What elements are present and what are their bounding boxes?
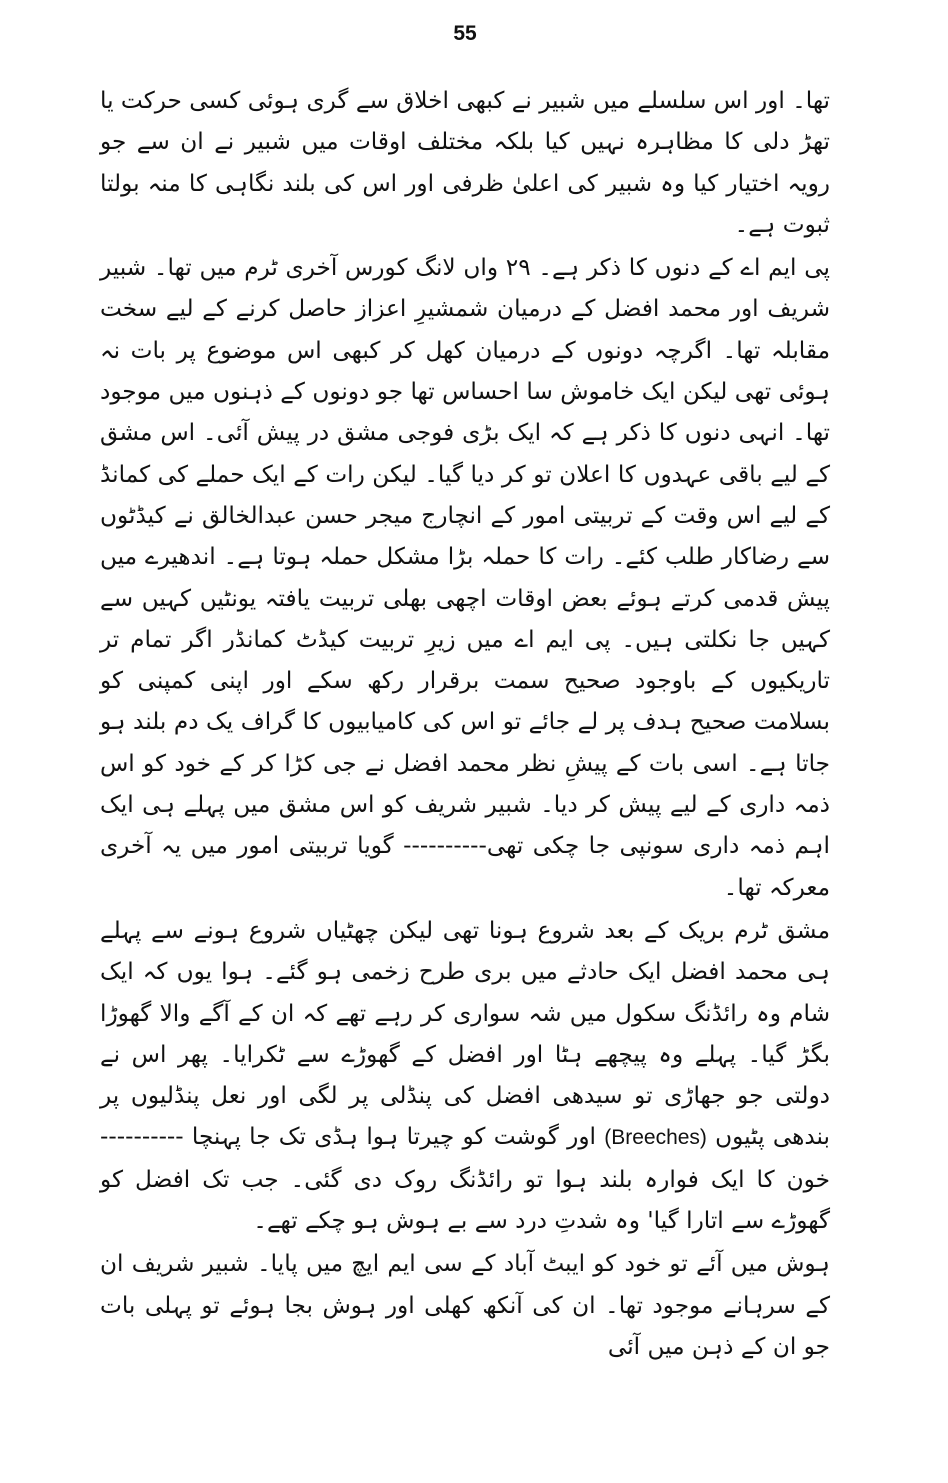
body-text	[100, 80, 830, 1367]
paragraph-1: تھا۔ اور اس سلسلے میں شبیر نے کبھی اخلاق سے گری ہوئی کسی حرکت یا تھڑ دلی کا مظاہرہ نہیں کیا بلکہ مختلف اوقات میں شبیر نے ان سے جو رویہ اختیار کیا وہ شبیر کی اعلیٰ ظرفی اور اس کی بلند نگاہی کا منہ بولتا ثبوت ہے۔	[100, 87, 830, 238]
paragraph-3-text-before: مشق ٹرم بریک کے بعد شروع ہونا تھی لیکن چھٹیاں شروع ہونے سے پہلے ہی محمد افضل ایک حادثے میں بری طرح زخمی ہو گئے۔ ہوا یوں کہ ایک شام وہ رائڈنگ سکول میں شہ سواری کر رہے تھے کہ ان کے آگے والا گھوڑا بگڑ گیا۔ پہلے وہ پیچھے ہٹا اور افضل کے گھوڑے سے ٹکرایا۔ پھر اس نے دولتی جو جھاڑی تو سیدھی افضل کی پنڈلی پر لگی اور نعل پنڈلیوں پر بندھی پٹیوں	[100, 916, 831, 1151]
paragraph-4: ہوش میں آئے تو خود کو ایبٹ آباد کے سی ایم ایچ میں پایا۔ شبیر شریف ان کے سرہانے موجود تھا۔ ان کی آنکھ کھلی اور ہوش بجا ہوئے تو پہلی بات جو ان کے ذہن میں آئی	[100, 1250, 830, 1360]
breeches-english-term: (Breeches)	[604, 1126, 707, 1150]
paragraph-3	[100, 910, 830, 1241]
paragraph-3-text-after: اور گوشت کو چیرتا ہوا ہڈی تک جا پہنچا ---------- خون کا ایک فوارہ بلند ہوا تو رائڈنگ روک دی گئی۔ جب تک افضل کو گھوڑے سے اتارا گیا' وہ شدتِ درد سے بے ہوش ہو چکے تھے۔	[100, 1123, 830, 1235]
page-number: 55	[453, 22, 477, 45]
paragraph-2: پی ایم اے کے دنوں کا ذکر ہے۔ ۲۹ واں لانگ کورس آخری ٹرم میں تھا۔ شبیر شریف اور محمد افضل کے درمیان شمشیرِ اعزاز حاصل کرنے کے لیے سخت مقابلہ تھا۔ اگرچہ دونوں کے درمیان کھل کر کبھی اس موضوع پر بات نہ ہوئی تھی لیکن ایک خاموش سا احساس تھا جو دونوں کے ذہنوں میں موجود تھا۔ انہی دنوں کا ذکر ہے کہ ایک بڑی فوجی مشق در پیش آئی۔ اس مشق کے لیے باقی عہدوں کا اعلان تو کر دیا گیا۔ لیکن رات کے ایک حملے کی کمانڈ کے لیے اس وقت کے تربیتی امور کے انچارج میجر حسن عبدالخالق نے کیڈٹوں سے رضاکار طلب کئے۔ رات کا حملہ بڑا مشکل حملہ ہوتا ہے۔ اندھیرے میں پیش قدمی کرتے ہوئے بعض اوقات اچھی بھلی تربیت یافتہ یونٹیں کہیں سے کہیں جا نکلتی ہیں۔ پی ایم اے میں زیرِ تربیت کیڈٹ کمانڈر اگر تمام تر تاریکیوں کے باوجود صحیح سمت برقرار رکھ سکے اور اپنی کمپنی کو بسلامت صحیح ہدف پر لے جائے تو اس کی کامیابیوں کا گراف یک دم بلند ہو جاتا ہے۔ اسی بات کے پیشِ نظر محمد افضل نے جی کڑا کر کے خود کو اس ذمہ داری کے لیے پیش کر دیا۔ شبیر شریف کو اس مشق میں پہلے ہی ایک اہم ذمہ داری سونپی جا چکی تھی---------- گویا تربیتی امور میں یہ آخری معرکہ تھا۔	[100, 254, 830, 901]
